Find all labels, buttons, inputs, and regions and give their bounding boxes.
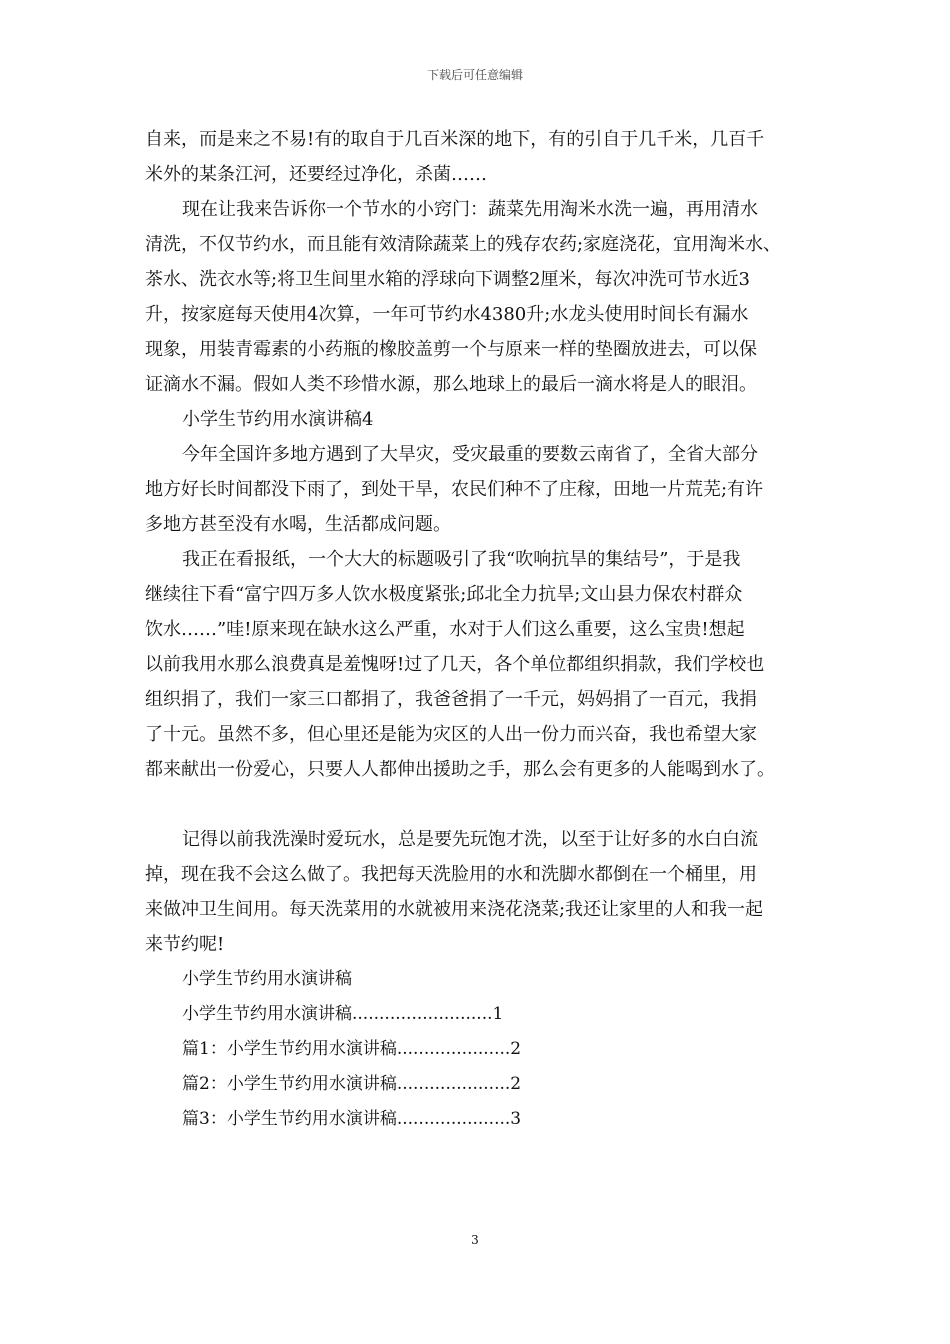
text-line: 以前我用水那么浪费真是羞愧呀!过了几天，各个单位都组织捐款，我们学校也	[145, 654, 765, 675]
toc-entry: 小学生节约用水演讲稿..........................1	[182, 1004, 504, 1024]
toc-entry: 篇2：小学生节约用水演讲稿.....................2	[182, 1074, 522, 1094]
text-line: 现象，用装青霉素的小药瓶的橡胶盖剪一个与原来一样的垫圈放进去，可以保	[145, 339, 757, 360]
section-heading	[145, 402, 810, 437]
page-header: 下载后可任意编辑	[426, 68, 523, 82]
paragraph	[145, 192, 810, 402]
toc-entry: 篇3：小学生节约用水演讲稿.....................3	[182, 1109, 522, 1129]
document-body	[145, 122, 810, 1137]
text-line: 地方好长时间都没下雨了，到处干旱，农民们种不了庄稼，田地一片荒芜;有许	[145, 479, 764, 500]
text-line: 我正在看报纸，一个大大的标题吸引了我“吹响抗旱的集结号”，于是我	[182, 549, 741, 570]
text-line: 自来，而是来之不易!有的取自于几百米深的地下，有的引自于几千米，几百千	[145, 129, 765, 150]
text-line: 了十元。虽然不多，但心里还是能为灾区的人出一份力而兴奋，我也希望大家	[145, 724, 757, 745]
paragraph	[145, 822, 810, 962]
text-line: 清洗，不仅节约水，而且能有效清除蔬菜上的残存农药;家庭浇花，宜用淘米水、	[145, 234, 782, 255]
text-line: 记得以前我洗澡时爱玩水，总是要先玩饱才洗，以至于让好多的水白白流	[182, 829, 758, 850]
text-line: 米外的某条江河，还要经过净化，杀菌……	[145, 164, 487, 185]
blank-line	[145, 787, 810, 822]
text-line: 多地方甚至没有水喝，生活都成问题。	[145, 514, 451, 535]
text-line: 茶水、洗衣水等;将卫生间里水箱的浮球向下调整2厘米，每次冲洗可节水近3	[145, 269, 750, 290]
page-number: 3	[471, 1233, 479, 1247]
text-line: 小学生节约用水演讲稿4	[182, 409, 374, 430]
text-line: 饮水……”哇!原来现在缺水这么严重，水对于人们这么重要，这么宝贵!想起	[145, 619, 745, 640]
paragraph	[145, 122, 810, 192]
table-of-contents	[145, 962, 810, 1137]
text-line: 继续往下看“富宁四万多人饮水极度紧张;邱北全力抗旱;文山县力保农村群众	[145, 584, 743, 605]
text-line: 升，按家庭每天使用4次算，一年可节约水4380升;水龙头使用时间长有漏水	[145, 304, 749, 325]
paragraph	[145, 437, 810, 542]
toc-title: 小学生节约用水演讲稿	[182, 969, 352, 989]
text-line: 掉，现在我不会这么做了。我把每天洗脸用的水和洗脚水都倒在一个桶里，用	[145, 864, 757, 885]
paragraph	[145, 542, 810, 787]
toc-entry: 篇1：小学生节约用水演讲稿.....................2	[182, 1039, 522, 1059]
text-line: 来节约呢!	[145, 934, 225, 955]
text-line: 来做冲卫生间用。每天洗菜用的水就被用来浇花浇菜;我还让家里的人和我一起	[145, 899, 764, 920]
text-line: 证滴水不漏。假如人类不珍惜水源，那么地球上的最后一滴水将是人的眼泪。	[145, 374, 757, 395]
text-line: 都来献出一份爱心，只要人人都伸出援助之手，那么会有更多的人能喝到水了。	[145, 759, 775, 780]
text-line: 组织捐了，我们一家三口都捐了，我爸爸捐了一千元，妈妈捐了一百元，我捐	[145, 689, 757, 710]
text-line: 现在让我来告诉你一个节水的小窍门：蔬菜先用淘米水洗一遍，再用清水	[182, 199, 758, 220]
text-line: 今年全国许多地方遇到了大旱灾，受灾最重的要数云南省了，全省大部分	[182, 444, 758, 465]
